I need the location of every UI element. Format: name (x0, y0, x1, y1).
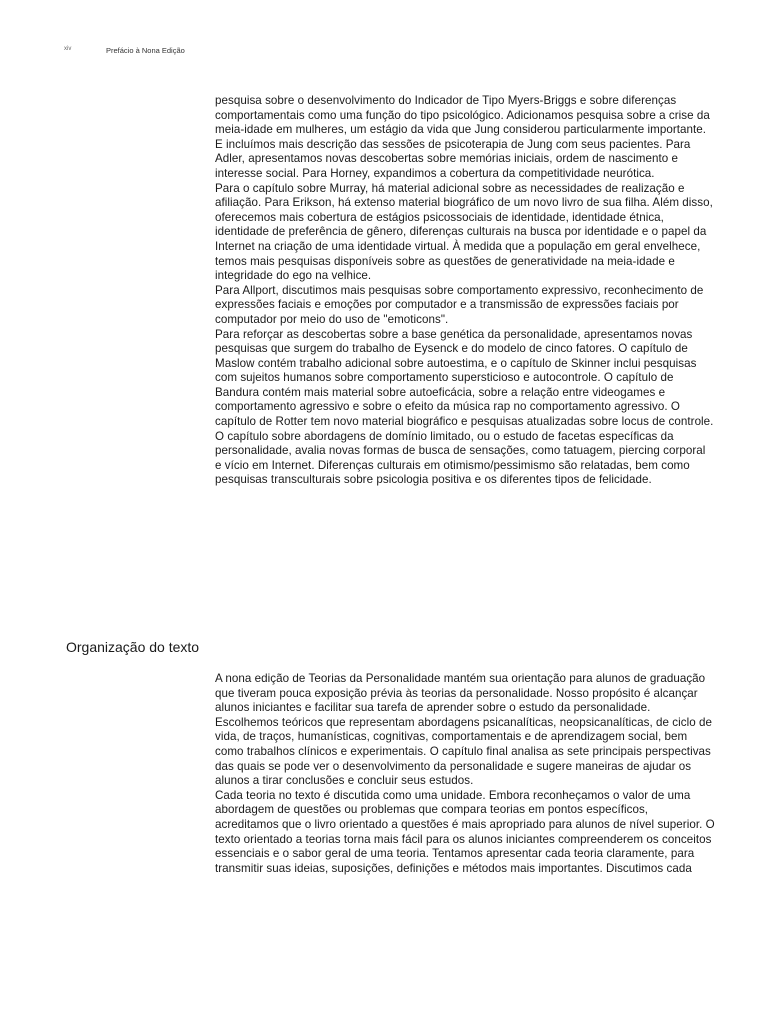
page-number: xiv (64, 46, 72, 52)
section-text-block (215, 672, 715, 876)
paragraph-murray-erikson: Para o capítulo sobre Murray, há material adicional sobre as necessidades de realização e afiliação. Para Erikson, há extenso material biográfico de um novo livro de sua filha. Além disso, oferecemos mais cobertura de estágios psicossociais de identidade, identidade étnica, identidade de preferência de gênero, diferenças culturais na busca por identidade e o papel da Internet na criação de uma identidade virtual. À medida que a população em geral envelhece, temos mais pesquisas disponíveis sobre as questões de generatividade na meia-idade e integridade do ego na velhice. (215, 181, 713, 283)
paragraph-limited-domain: O capítulo sobre abordagens de domínio limitado, ou o estudo de facetas específicas da personalidade, avalia novas formas de busca de sensações, como tatuagem, piercing corporal e vício em Internet. Diferenças culturais em otimismo/pessimismo são relatadas, bem como pesquisas transculturais sobre psicologia positiva e os diferentes tipos de felicidade. (215, 429, 706, 487)
section-heading: Organização do texto (66, 639, 200, 655)
paragraph-ninth-edition: A nona edição de Teorias da Personalidade mantém sua orientação para alunos de graduação que tiveram pouca exposição prévia às teorias da personalidade. Nosso propósito é alcançar alunos iniciantes e facilitar sua tarefa de aprender sobre o estudo da personalidade. Escolhemos teóricos que representam abordagens psicanalíticas, neopsicanalíticas, de ciclo de vida, de traços, humanísticas, cognitivas, comportamentais e de aprendizagem social, bem como trabalhos clínicos e experimentais. O capítulo final analisa as sete principais perspectivas das quais se pode ver o desenvolvimento da personalidade e sugere maneiras de ajudar os alunos a tirar conclusões e concluir seus estudos. (215, 672, 713, 788)
paragraph-genetics-maslow-skinner-bandura-rotter: Para reforçar as descobertas sobre a base genética da personalidade, apresentamos novas pesquisas que surgem do trabalho de Eysenck e do modelo de cinco fatores. O capítulo de Maslow contém trabalho adicional sobre autoestima, e o capítulo de Skinner inclui pesquisas com sujeitos humanos sobre comportamento supersticioso e autocontrole. O capítulo de Bandura contém mais material sobre autoeficácia, sobre a relação entre videogames e comportamento agressivo e sobre o efeito da música rap no comportamento agressivo. O capítulo de Rotter tem novo material biográfico e pesquisas atualizadas sobre locus de controle. (215, 327, 714, 429)
intro-text-block (215, 94, 715, 488)
paragraph-jung-adler-horney: pesquisa sobre o desenvolvimento do Indicador de Tipo Myers-Briggs e sobre diferenças comportamentais como uma função do tipo psicológico. Adicionamos pesquisa sobre a crise da meia-idade em mulheres, um estágio da vida que Jung considerou particularmente importante. E incluímos mais descrição das sessões de psicoterapia de Jung com seus pacientes. Para Adler, apresentamos novas descobertas sobre memórias iniciais, ordem de nascimento e interesse social. Para Horney, expandimos a cobertura da competitividade neurótica. (215, 94, 710, 180)
paragraph-each-theory: Cada teoria no texto é discutida como uma unidade. Embora reconheçamos o valor de uma abordagem de questões ou problemas que compara teorias em pontos específicos, acreditamos que o livro orientado a questões é mais apropriado para alunos de nível superior. O texto orientado a teorias torna mais fácil para os alunos iniciantes compreenderem os conceitos essenciais e o sabor geral de uma teoria. Tentamos apresentar cada teoria claramente, para transmitir suas ideias, suposições, definições e métodos mais importantes. Discutimos cada (215, 788, 715, 875)
chapter-title: Prefácio à Nona Edição (106, 46, 185, 55)
paragraph-allport: Para Allport, discutimos mais pesquisas sobre comportamento expressivo, reconhecimento de expressões faciais e emoções por computador e a transmissão de expressões faciais por computador por meio do uso de "emoticons". (215, 283, 704, 326)
